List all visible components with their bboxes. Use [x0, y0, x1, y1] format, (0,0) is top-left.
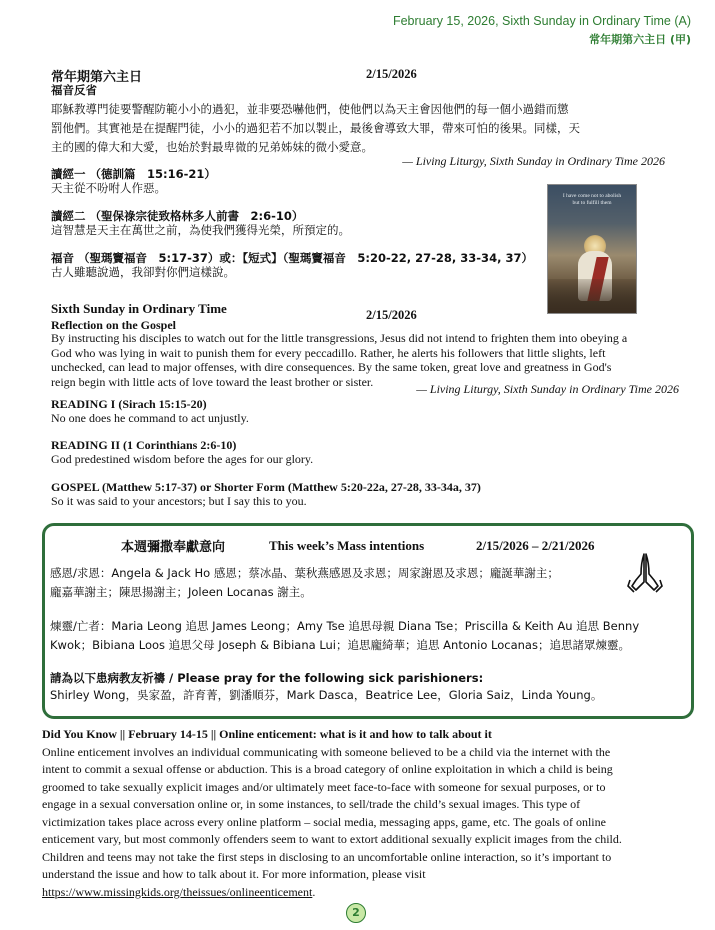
en-gospel-heading: GOSPEL (Matthew 5:17-37) or Shorter Form (Matthew 5:20-22a, 27-28, 33-34a, 37)	[51, 480, 481, 494]
en-reflection-heading: Reflection on the Gospel	[51, 318, 176, 332]
gospel-illustration	[547, 184, 637, 314]
page-number-badge: 2	[346, 903, 366, 923]
did-you-know-line: enticement vary, but most commonly offenders seem to want to extort additional sexually explicit images from the child.	[42, 832, 622, 846]
did-you-know-line: victimization takes place across every online platform – social media, messaging apps, game, etc. The goals of online	[42, 814, 606, 829]
did-you-know-line: understand the issue and how to talk about it. For more information, please visit	[42, 867, 426, 881]
zh-title: 常年期第六主日	[51, 70, 143, 85]
did-you-know-line: engage in a sexual conversation online or, in some instances, to sell/trade the child’s sexual images. This type of	[42, 797, 581, 811]
en-title: Sixth Sunday in Ordinary Time	[51, 301, 227, 316]
zh-reading2-heading: 讀經二 （聖保祿宗徒致格林多人前書 2:6-10）	[51, 209, 304, 223]
mass-box-date-range: 2/15/2026 – 2/21/2026	[476, 538, 595, 553]
en-gospel-text: So it was said to your ancestors; but I say this to you.	[51, 494, 307, 508]
zh-reading2-text: 這智慧是天主在萬世之前，為使我們獲得光榮，所預定的。	[51, 223, 350, 237]
en-reading1-heading: READING I (Sirach 15:15-20)	[51, 397, 207, 411]
en-reading1-text: No one does he command to act unjustly.	[51, 411, 249, 425]
missingkids-link[interactable]: https://www.missingkids.org/theissues/onlineenticement	[42, 884, 313, 899]
did-you-know-line: Children and teens may not take the first steps in disclosing to an uncomfortable online interaction, so it’s important to	[42, 849, 612, 864]
header-date-zh: 常年期第六主日 (甲)	[589, 33, 691, 46]
did-you-know-line: groomed to take sexually explicit images and/or ultimately meet face-to-face with someone for sexual purposes, or to	[42, 779, 606, 794]
mass-box-title-zh: 本週彌撒奉獻意向	[121, 540, 226, 555]
did-you-know-line: Online enticement involves an individual communicating with someone believed to be a child via the internet with the	[42, 744, 611, 759]
illustration-caption: I have come not to abolish but to fulfill them	[562, 193, 622, 206]
zh-reflection-text: 耶穌教導門徒要警醒防範小小的過犯，並非要恐嚇他們，使他們以為天主會因他們的每一個小過錯而懲 罰他們。其實祂是在提醒門徒，小小的過犯若不加以製止，最後會導致大罪，帶來可怕的後果。同樣，天 主的國的偉大和大愛，也始於對最卑微的兄弟姊妹的微小愛意。	[51, 102, 580, 154]
en-date: 2/15/2026	[366, 308, 417, 322]
did-you-know-line: intent to commit a sexual offense or abduction. This is a broad category of online exploitation in which a child is being	[42, 762, 613, 776]
link-suffix: .	[312, 884, 316, 899]
en-reading2-heading: READING II (1 Corinthians 2:6-10)	[51, 438, 237, 452]
did-you-know-heading: Did You Know || February 14-15 || Online enticement: what is it and how to talk about it	[42, 727, 492, 741]
zh-gospel-text: 古人雖聽說過，我卻對你們這樣說。	[51, 265, 235, 279]
did-you-know-section	[42, 726, 692, 901]
sick-parishioners-names: Shirley Wong，吳家盈，許育菁，劉潘順芬，Mark Dasca，Beatrice Lee，Gloria Saiz，Linda Young。	[50, 688, 603, 702]
zh-reading1-text: 天主從不吩咐人作惡。	[51, 181, 166, 195]
zh-reading1-heading: 讀經一 （德訓篇 15:16-21）	[51, 167, 216, 181]
zh-reflection-heading: 福音反省	[51, 83, 97, 97]
mass-thanks-intentions: 感恩/求恩：Angela & Jack Ho 感恩；蔡冰晶、葉秋燕感恩及求恩；周家謝恩及求恩；龐誕華謝主； 龐嘉華謝主；陳思揚謝主；Joleen Locanas 謝主。	[50, 566, 559, 599]
header-date-en: February 15, 2026, Sixth Sunday in Ordinary Time (A)	[392, 14, 691, 28]
en-reflection-text: By instructing his disciples to watch out for the little transgressions, Jesus did not intend to frighten them into obeying a God who was lying in wait to punish them for every peccadillo. Rather, he alerts his followers that little slights, left unchecked, can lead to major offenses, with dire consequences. By the same token, great love and greatness in God's reign begin with little acts of love toward the least brother or sister.	[51, 331, 628, 389]
sick-parishioners-heading: 請為以下患病教友祈禱 / Please pray for the following sick parishioners:	[50, 671, 484, 685]
en-citation: — Living Liturgy, Sixth Sunday in Ordinary Time 2026	[416, 382, 679, 396]
zh-gospel-heading: 福音 （聖瑪竇福音 5:17-37）或：【短式】（聖瑪竇福音 5:20-22, 27-28, 33-34, 37）	[51, 251, 533, 265]
zh-date: 2/15/2026	[366, 67, 417, 81]
zh-citation: — Living Liturgy, Sixth Sunday in Ordinary Time 2026	[402, 154, 665, 168]
en-reading2-text: God predestined wisdom before the ages for our glory.	[51, 452, 314, 466]
mass-box-title-en: This week’s Mass intentions	[269, 538, 425, 553]
mass-deceased-intentions: 煉靈/亡者：Maria Leong 追思 James Leong；Amy Tse 追思母親 Diana Tse；Priscilla & Keith Au 追思 Benny Kwok；Bibiana Loos 追思父母 Joseph & Bibiana Lui；追思龐綺華；追思 Antonio Locanas；追思諸眾煉靈。	[50, 619, 640, 652]
